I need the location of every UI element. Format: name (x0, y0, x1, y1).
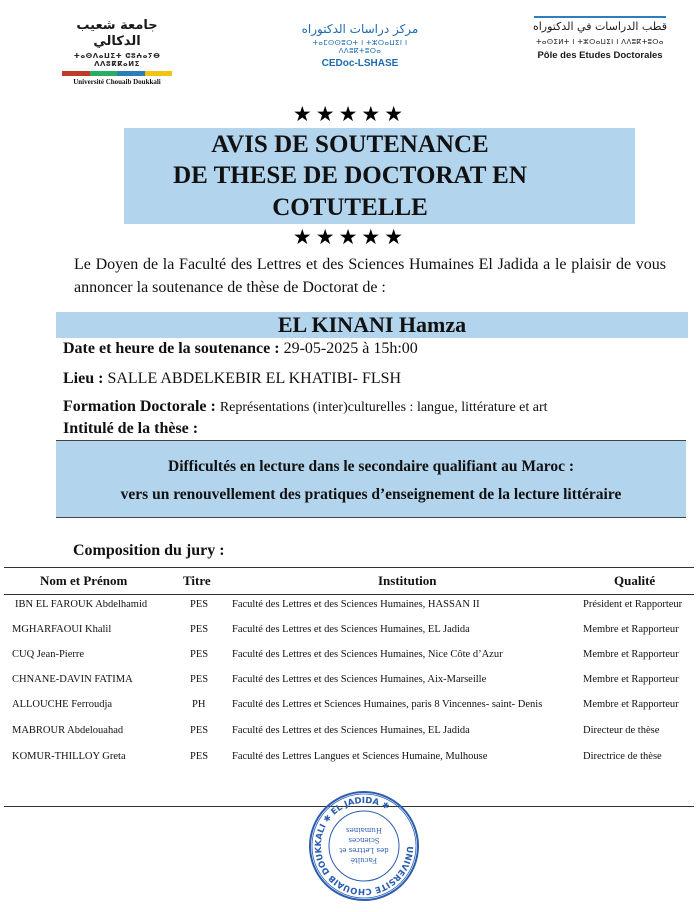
stripe-red (62, 71, 90, 76)
stamp-line: des Lettres et (339, 846, 389, 854)
jury-qualite: Président et Rapporteur (583, 599, 683, 610)
jury-institution: Faculté des Lettres et des Sciences Humaines, EL Jadida (232, 624, 470, 635)
university-name-french: Université Chouaib Doukkali (73, 78, 161, 86)
pole-name: Pôle des Etudes Doctorales (537, 50, 663, 61)
university-name-tifinagh: ⵜⴰⵙⴷⴰⵡⵉⵜ ⵛⵓⵄⴰⵢⴱ ⴷⴷⵓⴽⴽⴰⵍⵉ (73, 52, 161, 68)
table-top-line (4, 567, 694, 568)
title-line-2: DE THESE DE DOCTORAT EN (173, 162, 527, 189)
cedoc-name: CEDoc-LSHASE (321, 58, 399, 69)
cedoc-name-arabic: مركز دراسات الدكتوراه (301, 22, 419, 36)
jury-qualite: Directeur de thèse (583, 725, 660, 736)
intitule-label: Intitulé de la thèse : (63, 420, 199, 437)
lieu-line (63, 370, 401, 388)
stamp-line: Sciences (348, 836, 380, 844)
thesis-title-line-1: Difficultés en lecture dans le secondaire qualifiant au Maroc : (168, 458, 574, 475)
intro-paragraph: Le Doyen de la Faculté des Lettres et des Sciences Humaines El Jadida a le plaisir de vous annoncer la soutenance de thèse de Doctorat de : (74, 256, 666, 296)
jury-titre: PES (190, 624, 209, 635)
jury-qualite: Membre et Rapporteur (583, 624, 679, 635)
cedoc-logo (295, 22, 425, 69)
lieu-label: Lieu : (63, 370, 104, 387)
candidate-name: EL KINANI Hamza (277, 312, 467, 337)
stripe-yellow (145, 71, 173, 76)
stripe-green (90, 71, 118, 76)
jury-institution: Faculté des Lettres et des Sciences Humaines, EL Jadida (232, 725, 470, 736)
formation-line (63, 398, 548, 416)
date-value: 29-05-2025 à 15h:00 (283, 340, 418, 357)
jury-titre: PES (190, 751, 209, 762)
jury-name: CHNANE-DAVIN FATIMA (12, 674, 133, 685)
title-line-3: COTUTELLE (272, 194, 428, 221)
university-logo (62, 18, 172, 86)
pole-logo-bar (534, 16, 666, 18)
pole-name-tifinagh: ⵜⴰⵙⵉⵍⵜ ⵏ ⵜⵣⵔⴰⵡⵉⵏ ⵏ ⴷⴷⵓⴽⵜⵓⵔⴰ (536, 38, 664, 46)
intitule-line (63, 420, 198, 438)
stamp-seal-icon (308, 790, 420, 902)
pole-logo (530, 20, 670, 61)
stamp-ring-text: UNIVERSITE CHOUAIB DOUKKALI ✱ EL JADIDA ✱ (313, 795, 415, 897)
jury-name: MABROUR Abdelouahad (12, 725, 124, 736)
stripe-blue (117, 71, 145, 76)
thesis-title-line-2: vers un renouvellement des pratiques d’enseignement de la lecture littéraire (120, 486, 622, 503)
university-name-arabic: جامعة شعيب الدكالي (76, 18, 158, 49)
jury-titre: PH (192, 699, 206, 710)
jury-institution: Faculté des Lettres et des Sciences Humaines, HASSAN II (232, 599, 480, 610)
jury-institution: Faculté des Lettres et Sciences Humaines, paris 8 Vincennes- saint- Denis (232, 699, 543, 710)
jury-titre: PES (190, 725, 209, 736)
jury-qualite: Membre et Rapporteur (583, 699, 679, 710)
official-stamp (308, 790, 420, 902)
jury-qualite: Membre et Rapporteur (583, 674, 679, 685)
jury-institution: Faculté des Lettres et des Sciences Humaines, Nice Côte d’Azur (232, 649, 503, 660)
date-label: Date et heure de la soutenance : (63, 340, 280, 357)
jury-name: CUQ Jean-Pierre (12, 649, 85, 660)
header-titre: Titre (183, 573, 211, 588)
stars-bottom: ★★★★★ (292, 225, 408, 249)
jury-name: ALLOUCHE Ferroudja (12, 699, 113, 710)
lieu-value: SALLE ABDELKEBIR EL KHATIBI- FLSH (107, 370, 402, 387)
formation-label: Formation Doctorale : (63, 398, 216, 415)
jury-name: KOMUR-THILLOY Greta (12, 751, 126, 762)
jury-titre: PES (190, 599, 209, 610)
jury-institution: Faculté des Lettres et des Sciences Humaines, Aix-Marseille (232, 674, 487, 685)
thesis-box (56, 440, 686, 518)
jury-titre: PES (190, 649, 209, 660)
table-header-line (4, 594, 694, 595)
logo-color-stripe (62, 71, 172, 76)
header-institution: Institution (378, 573, 437, 588)
jury-name: IBN EL FAROUK Abdelhamid (15, 599, 148, 610)
cedoc-name-tifinagh: ⵜⴰⵎⵙⵙⵓⵔⵜ ⵏ ⵜⵣⵔⴰⵡⵉⵏ ⵏ ⴷⴷⵓⴽⵜⵓⵔⴰ (312, 39, 408, 55)
header-name: Nom et Prénom (40, 573, 128, 588)
jury-title: Composition du jury : (73, 542, 225, 559)
date-line (63, 340, 418, 358)
jury-name: MGHARFAOUI Khalil (12, 624, 112, 635)
title-line-1: AVIS DE SOUTENANCE (211, 131, 489, 158)
jury-institution: Faculté des Lettres Langues et Sciences Humaine, Mulhouse (232, 751, 488, 762)
header-qualite: Qualité (614, 573, 656, 588)
formation-value: Représentations (inter)culturelles : langue, littérature et art (219, 400, 548, 415)
pole-name-arabic: قطب الدراسات في الدكتوراه (532, 20, 668, 33)
stamp-line: Humaines (346, 826, 382, 834)
jury-qualite: Directrice de thèse (583, 751, 662, 762)
jury-qualite: Membre et Rapporteur (583, 649, 679, 660)
stamp-line: Faculté (350, 856, 378, 864)
jury-titre: PES (190, 674, 209, 685)
stars-top: ★★★★★ (292, 102, 408, 126)
